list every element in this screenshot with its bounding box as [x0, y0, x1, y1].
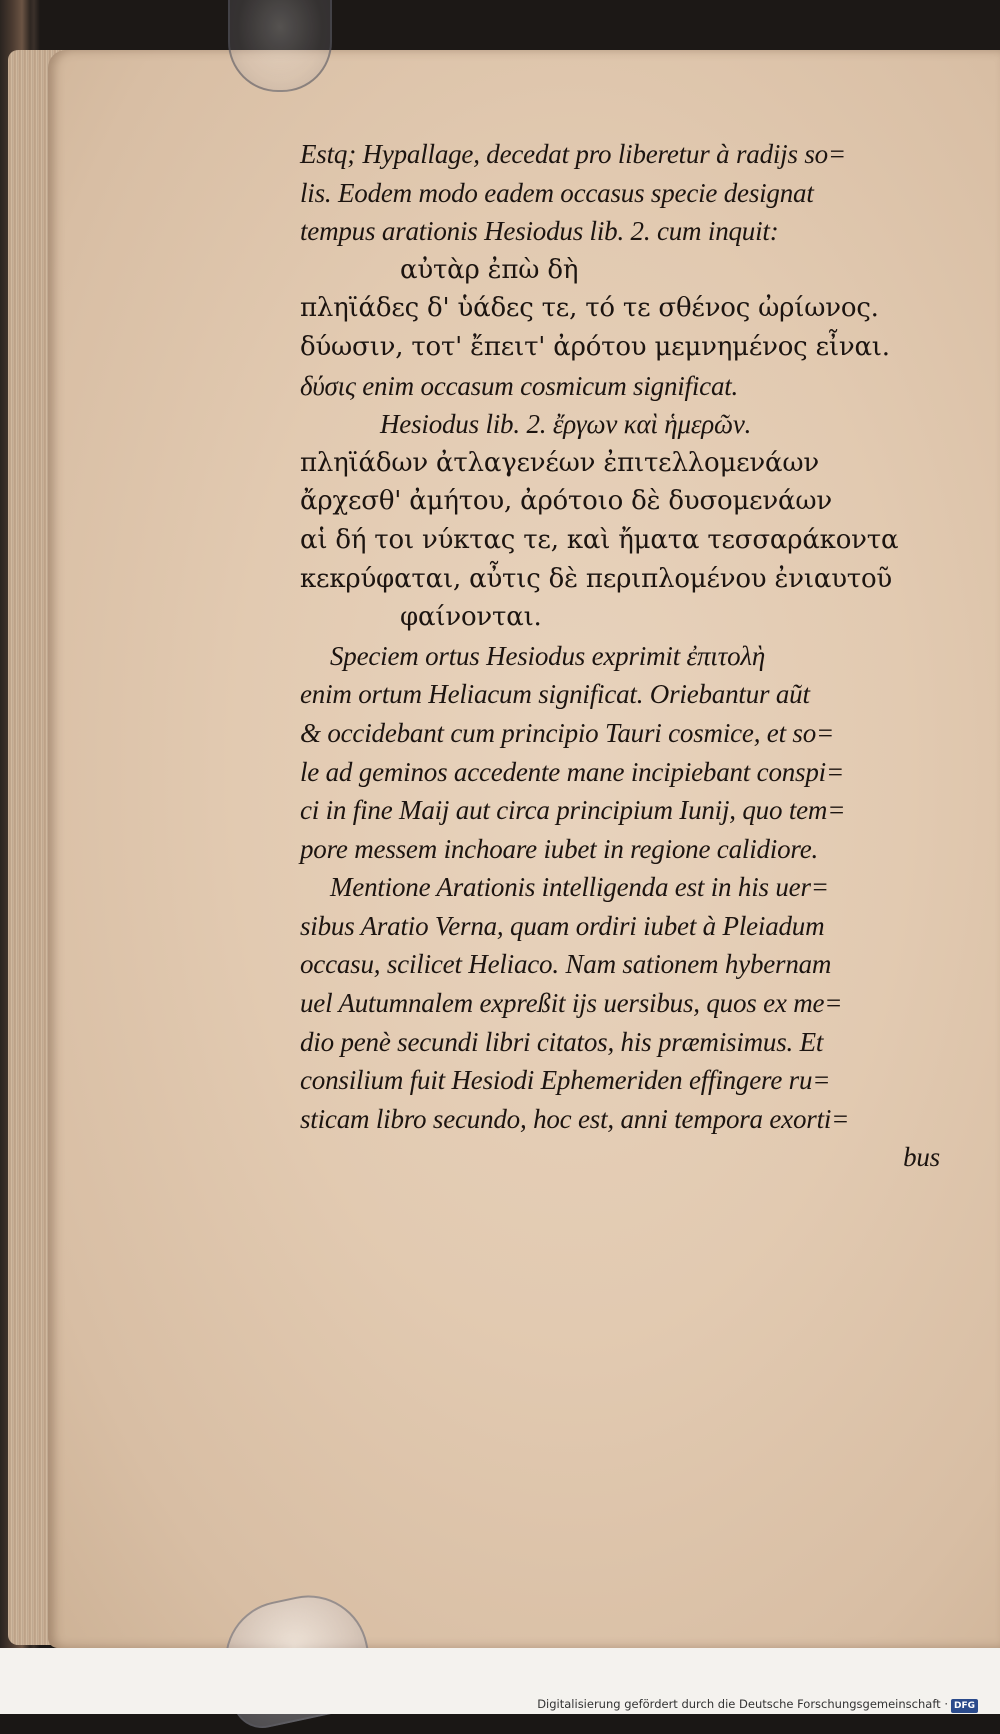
text-line: lis. Eodem modo eadem occasus specie designat [300, 177, 814, 208]
text-line: & occidebant cum principio Tauri cosmice, et so= [300, 717, 835, 748]
text-line: bus [903, 1142, 940, 1173]
footer-credit [537, 1697, 978, 1713]
text-line: ci in fine Maij aut circa principium Iunij, quo tem= [300, 795, 846, 826]
text-line: φαίνονται. [400, 602, 542, 633]
text-line: πληϊάδων ἀτλαγενέων ἐπιτελλομενάων [300, 447, 819, 478]
text-line: sibus Aratio Verna, quam ordiri iubet à Pleiadum [300, 910, 825, 941]
text-line: κεκρύφαται, αὖτις δὲ περιπλομένου ἐνιαυτοῦ [300, 563, 893, 594]
text-line: αὐτὰρ ἐπὼ δὴ [400, 254, 579, 285]
text-line: δύωσιν, τοτ' ἔπειτ' ἀρότου μεμνημένος εἶναι. [300, 331, 890, 362]
page-text-block [300, 135, 940, 1177]
text-line: uel Autumnalem expreßit ijs uersibus, quos ex me= [300, 988, 843, 1019]
text-line: Speciem ortus Hesiodus exprimit ἐπιτολὴ [330, 640, 766, 671]
text-line: consilium fuit Hesiodi Ephemeriden effingere ru= [300, 1065, 831, 1096]
text-line: Hesiodus lib. 2. ἔργων καὶ ἡμερῶν. [380, 409, 752, 440]
text-line: tempus arationis Hesiodus lib. 2. cum inquit: [300, 216, 779, 247]
footer-credit-text: Digitalisierung gefördert durch die Deutsche Forschungsgemeinschaft · [537, 1697, 948, 1711]
text-line: αἱ δή τοι νύκτας τε, καὶ ἤματα τεσσαράκοντα [300, 524, 899, 555]
text-line: πληϊάδες δ' ὑάδες τε, τό τε σθένος ὠρίωνος. [300, 293, 879, 324]
text-line: Mentione Arationis intelligenda est in his uer= [330, 872, 829, 903]
text-line: δύσις enim occasum cosmicum significat. [300, 370, 739, 401]
text-line: enim ortum Heliacum significat. Oriebantur aũt [300, 679, 810, 710]
text-line: pore messem inchoare iubet in regione calidiore. [300, 833, 819, 864]
text-line: occasu, scilicet Heliaco. Nam sationem hybernam [300, 949, 832, 980]
glass-weight-top [228, 0, 332, 92]
text-line: Estq; Hypallage, decedat pro liberetur à radijs so= [300, 139, 846, 169]
text-line: sticam libro secundo, hoc est, anni tempora exorti= [300, 1103, 850, 1134]
dfg-logo: DFG [951, 1699, 978, 1713]
text-line: ἄρχεσθ' ἀμήτου, ἀρότοιο δὲ δυσομενάων [300, 486, 832, 517]
text-line: dio penè secundi libri citatos, his præmisimus. Et [300, 1026, 824, 1057]
text-line: le ad geminos accedente mane incipiebant conspi= [300, 756, 844, 787]
